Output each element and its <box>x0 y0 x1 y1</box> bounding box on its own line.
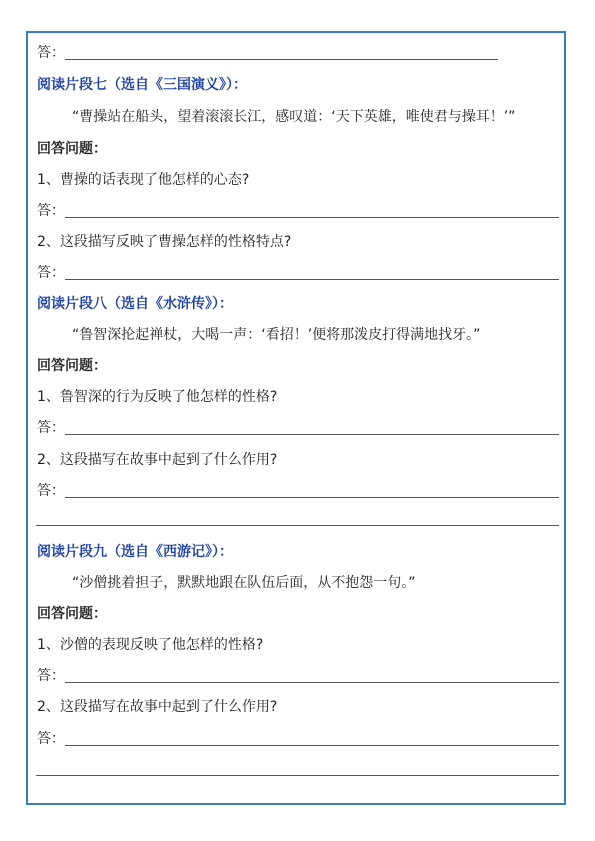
question-text: 1、沙僧的表现反映了他怎样的性格? <box>37 637 264 653</box>
question-text: 2、这段描写在故事中起到了什么作用? <box>37 452 278 468</box>
extra-answer-line[interactable] <box>36 525 559 526</box>
questions-label: 回答问题： <box>37 606 107 622</box>
passage-quote: “曹操站在船头，望着滚滚长江，感叹道：‘天下英雄，唯使君与操耳！’” <box>72 109 516 125</box>
questions-label: 回答问题： <box>37 358 107 374</box>
answer-label: 答： <box>37 668 65 684</box>
answer-label: 答： <box>37 265 65 281</box>
answer-label: 答： <box>37 483 65 499</box>
section-heading: 阅读片段九（选自《西游记》）： <box>37 544 233 560</box>
answer-line[interactable] <box>65 497 559 498</box>
answer-line[interactable] <box>65 745 559 746</box>
answer-line[interactable] <box>65 59 498 60</box>
questions-label: 回答问题： <box>37 141 107 157</box>
question-text: 2、这段描写反映了曹操怎样的性格特点? <box>37 234 292 250</box>
section-heading: 阅读片段七（选自《三国演义》）： <box>37 77 247 93</box>
answer-line[interactable] <box>65 279 559 280</box>
answer-label: 答： <box>37 420 65 436</box>
passage-quote: “沙僧挑着担子，默默地跟在队伍后面，从不抱怨一句。” <box>72 575 416 591</box>
extra-answer-line[interactable] <box>36 775 559 776</box>
answer-label: 答： <box>37 203 65 219</box>
answer-label: 答： <box>37 45 65 61</box>
question-text: 2、这段描写在故事中起到了什么作用? <box>37 699 278 715</box>
answer-line[interactable] <box>65 434 559 435</box>
answer-line[interactable] <box>65 217 559 218</box>
question-text: 1、鲁智深的行为反映了他怎样的性格? <box>37 389 278 405</box>
section-heading: 阅读片段八（选自《水浒传》）： <box>37 296 233 312</box>
question-text: 1、曹操的话表现了他怎样的心态? <box>37 172 250 188</box>
passage-quote: “鲁智深抡起禅杖，大喝一声：‘看招！’便将那泼皮打得满地找牙。” <box>72 327 481 343</box>
answer-line[interactable] <box>65 682 559 683</box>
answer-label: 答： <box>37 731 65 747</box>
